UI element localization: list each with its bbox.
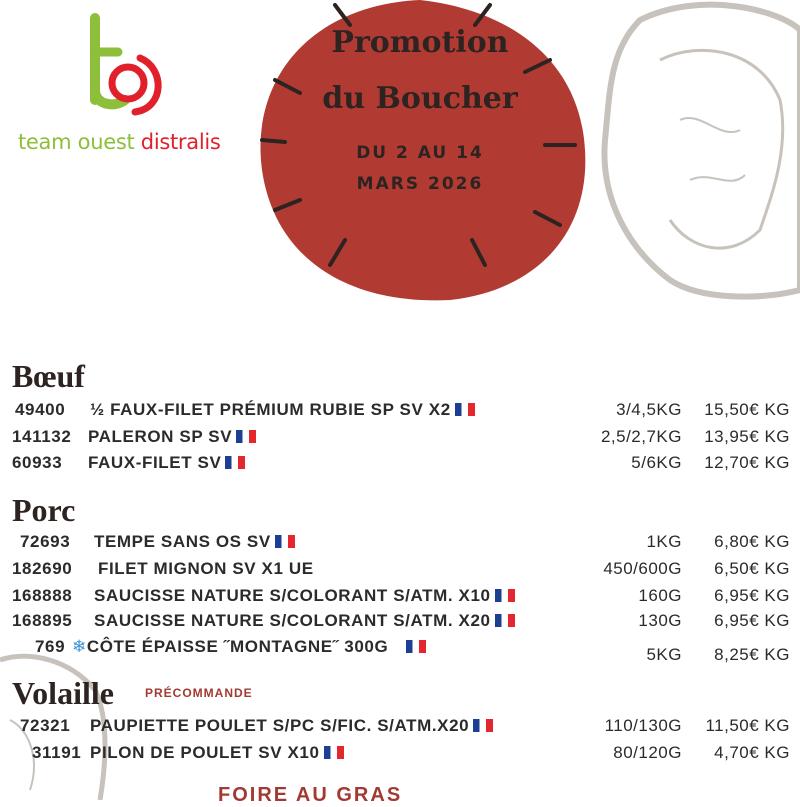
product-weight: 1KG bbox=[646, 532, 682, 551]
promo-date-line2: MARS 2026 bbox=[356, 174, 484, 194]
promo-title-line1: Promotion bbox=[331, 25, 509, 60]
product-weight: 80/120G bbox=[613, 743, 682, 762]
product-desc: ½ FAUX-FILET PRÉMIUM RUBIE SP SV X2 bbox=[90, 400, 451, 419]
product-desc: PILON DE POULET SV X10 bbox=[90, 743, 320, 762]
product-desc: PAUPIETTE POULET S/PC S/FIC. S/ATM.X20 bbox=[90, 716, 470, 735]
product-price: 6,50€ KG bbox=[714, 559, 790, 578]
french-flag-icon bbox=[473, 719, 495, 732]
product-price: 11,50€ KG bbox=[705, 716, 790, 735]
logo-text-part2: distralis bbox=[140, 130, 221, 154]
product-row bbox=[0, 559, 800, 583]
product-price: 12,70€ KG bbox=[704, 453, 790, 472]
logo-wordmark bbox=[18, 130, 221, 154]
product-price: 15,50€ KG bbox=[704, 400, 790, 419]
logo-mark-icon bbox=[95, 18, 158, 112]
product-weight: 110/130G bbox=[604, 716, 682, 735]
product-desc: CÔTE ÉPAISSE ˝MONTAGNE˝ 300G bbox=[86, 637, 389, 656]
meat-illustration-icon bbox=[604, 5, 800, 297]
product-desc: SAUCISSE NATURE S/COLORANT S/ATM. X20 bbox=[94, 611, 491, 630]
section-title-porc: Porc bbox=[12, 492, 76, 528]
product-price: 8,25€ KG bbox=[714, 645, 790, 664]
section-title-boeuf: Bœuf bbox=[12, 358, 85, 394]
product-row bbox=[0, 453, 800, 477]
product-price: 6,95€ KG bbox=[714, 586, 790, 605]
french-flag-icon bbox=[225, 456, 247, 469]
french-flag-icon bbox=[236, 430, 258, 443]
product-row bbox=[0, 743, 800, 767]
product-desc: PALERON SP SV bbox=[88, 427, 233, 446]
next-section-heading: FOIRE AU GRAS bbox=[218, 784, 403, 806]
product-weight: 130G bbox=[638, 611, 682, 630]
promo-title-line2: du Boucher bbox=[322, 81, 518, 116]
promo-date-line1: DU 2 AU 14 bbox=[356, 143, 484, 163]
product-row bbox=[0, 427, 800, 451]
product-weight: 160G bbox=[638, 586, 682, 605]
product-code: 182690 bbox=[12, 559, 73, 578]
product-desc: FAUX-FILET SV bbox=[88, 453, 222, 472]
product-row bbox=[0, 637, 800, 664]
section-title-volaille: Volaille bbox=[12, 675, 114, 711]
product-code: 72321 bbox=[20, 716, 71, 735]
product-row bbox=[0, 400, 800, 424]
product-weight: 5/6KG bbox=[631, 453, 682, 472]
product-code: 60933 bbox=[12, 453, 63, 472]
product-code: 769 bbox=[35, 637, 66, 656]
product-price: 13,95€ KG bbox=[704, 427, 790, 446]
product-weight: 2,5/2,7KG bbox=[600, 427, 682, 446]
product-code: 49400 bbox=[15, 400, 66, 419]
french-flag-icon bbox=[406, 640, 428, 653]
product-code: 72693 bbox=[20, 532, 71, 551]
snowflake-frozen-icon: ❄ bbox=[72, 637, 87, 656]
product-row bbox=[0, 716, 800, 740]
french-flag-icon bbox=[495, 589, 517, 602]
product-price: 6,80€ KG bbox=[714, 532, 790, 551]
preorder-tag: PRÉCOMMANDE bbox=[145, 686, 253, 700]
product-price: 4,70€ KG bbox=[714, 743, 790, 762]
product-code: 31191 bbox=[32, 743, 82, 762]
product-weight: 450/600G bbox=[603, 559, 682, 578]
french-flag-icon bbox=[495, 614, 517, 627]
product-desc: TEMPE SANS OS SV bbox=[94, 532, 271, 551]
product-weight: 5KG bbox=[646, 645, 682, 664]
french-flag-icon bbox=[455, 403, 477, 416]
product-desc: SAUCISSE NATURE S/COLORANT S/ATM. X10 bbox=[94, 586, 491, 605]
french-flag-icon bbox=[324, 746, 346, 759]
product-desc: FILET MIGNON SV X1 UE bbox=[98, 559, 314, 578]
product-price: 6,95€ KG bbox=[714, 611, 790, 630]
product-weight: 3/4,5KG bbox=[616, 400, 682, 419]
french-flag-icon bbox=[275, 535, 297, 548]
logo-text-part1: team ouest bbox=[18, 130, 141, 154]
product-row bbox=[0, 611, 800, 635]
product-code: 141132 bbox=[12, 427, 72, 446]
product-code: 168888 bbox=[12, 586, 73, 605]
product-row bbox=[0, 532, 800, 556]
product-code: 168895 bbox=[12, 611, 73, 630]
product-row bbox=[0, 586, 800, 610]
